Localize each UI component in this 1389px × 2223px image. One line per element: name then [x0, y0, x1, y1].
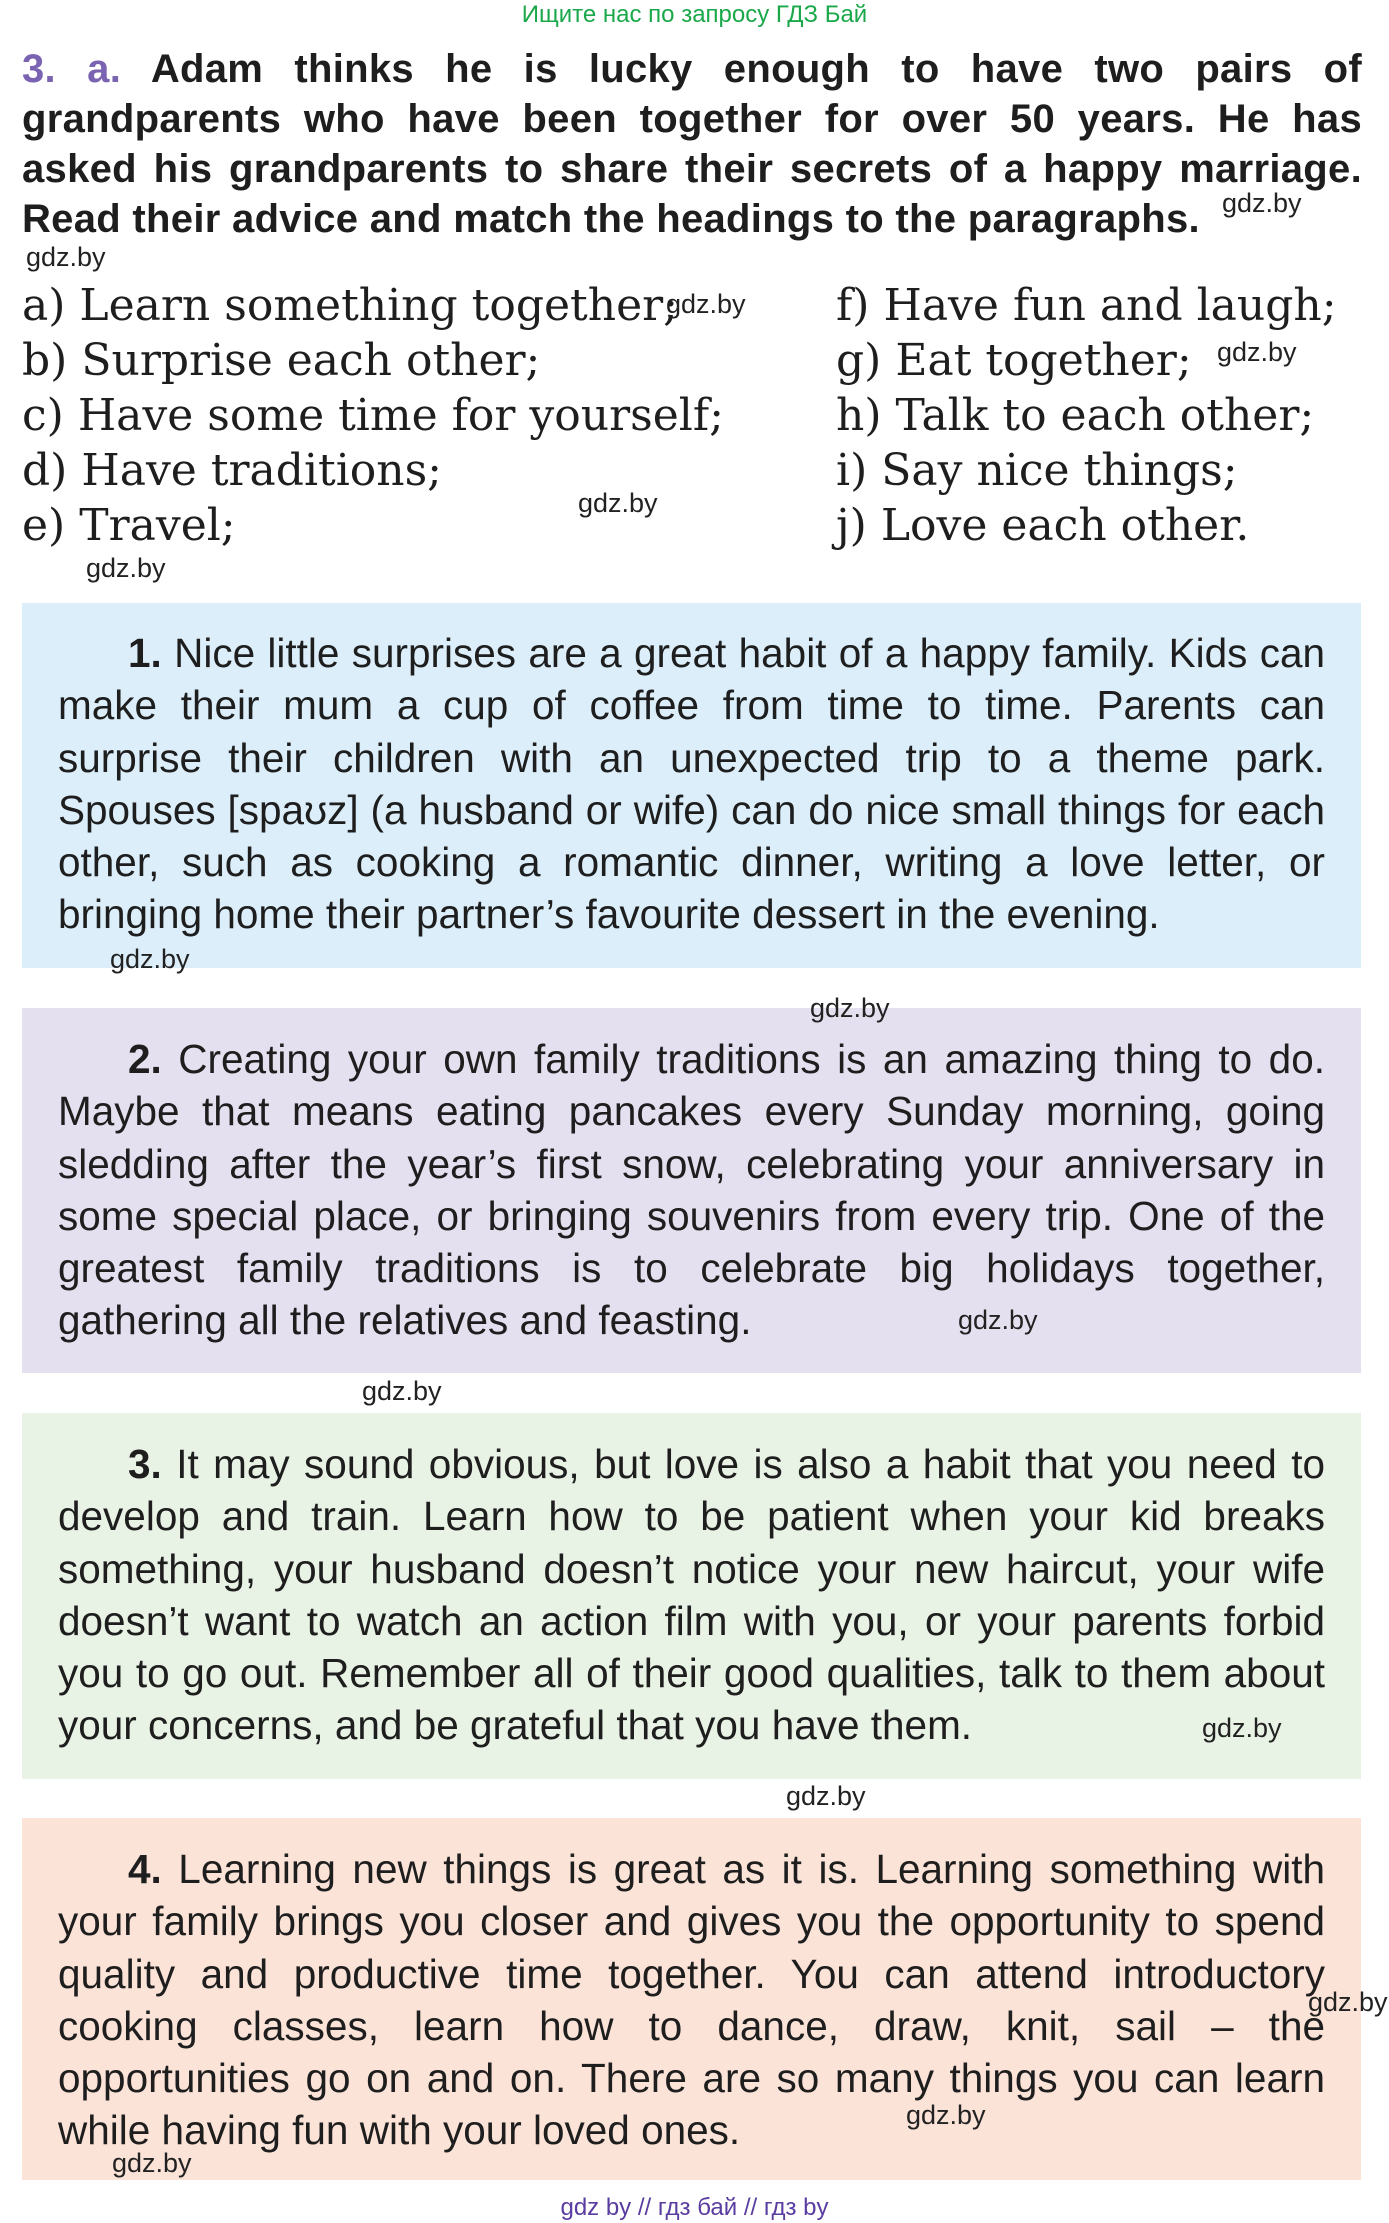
heading-option-i [836, 443, 1376, 498]
paragraph-text: Nice little surprises are a great habit of a happy family. Kids can make their mum a cup of coffee from time to time. Parents can surprise their children with an unexpected trip to a theme park. Spouses [spaʊz] (a husband or wife) can do nice small things for each other, such as cooking a romantic dinner, writing a love letter, or bringing home their partner’s favourite dessert in the evening. [58, 630, 1325, 938]
footer-links: gdz by // гдз бай // гдз by [560, 2194, 829, 2221]
heading-text: Love each other. [880, 500, 1250, 551]
heading-option-b [22, 333, 822, 388]
paragraph-box-4 [22, 1818, 1361, 2180]
heading-text: Say nice things; [881, 445, 1238, 496]
watermark: gdz.by [666, 289, 746, 319]
paragraph-text: Learning new things is great as it is. Learning something with your family brings you closer and gives you the opportunity to spend quality and productive time together. You can attend introductory cooking classes, learn how to dance, draw, knit, sail – the opportunities go on and on. There are so many things you can learn while having fun with your loved ones. [58, 1846, 1325, 2154]
heading-text: Eat together; [895, 335, 1192, 386]
heading-letter: e) [22, 500, 66, 551]
heading-letter: f) [836, 280, 870, 331]
heading-option-c [22, 388, 822, 443]
heading-option-f [836, 278, 1376, 333]
paragraph-3 [58, 1438, 1325, 1752]
heading-letter: i) [836, 445, 868, 496]
heading-text: Travel; [79, 500, 236, 551]
paragraph-text: Creating your own family traditions is an amazing thing to do. Maybe that means eating pancakes every Sunday morning, going sledding after the year’s first snow, celebrating your anniversary in some special place, or bringing souvenirs from every trip. One of the greatest family traditions is to celebrate big holidays together, gathering all the relatives and feasting. [58, 1036, 1325, 1344]
watermark: gdz.by [110, 944, 190, 974]
paragraph-box-2 [22, 1008, 1361, 1373]
watermark: gdz.by [1217, 337, 1297, 367]
task-instructions [22, 44, 1362, 244]
paragraph-number: 3. [128, 1441, 162, 1487]
watermark: gdz.by [578, 488, 658, 518]
paragraph-2 [58, 1033, 1325, 1347]
paragraph-number: 1. [128, 630, 162, 676]
heading-text: Have some time for yourself; [77, 390, 724, 441]
heading-letter: d) [22, 445, 68, 496]
watermark: gdz.by [1222, 188, 1302, 218]
headings-column-right [836, 278, 1376, 553]
watermark: gdz.by [112, 2148, 192, 2178]
heading-option-h [836, 388, 1376, 443]
paragraph-1 [58, 627, 1325, 941]
watermark: gdz.by [1308, 1987, 1388, 2017]
watermark: gdz.by [362, 1376, 442, 1406]
heading-letter: b) [22, 335, 68, 386]
heading-letter: g) [836, 335, 882, 386]
heading-letter: h) [836, 390, 882, 441]
watermark: gdz.by [958, 1305, 1038, 1335]
heading-text: Have fun and laugh; [883, 280, 1337, 331]
heading-text: Talk to each other; [895, 390, 1315, 441]
watermark: gdz.by [1202, 1713, 1282, 1743]
paragraph-box-1 [22, 603, 1361, 968]
paragraph-text: It may sound obvious, but love is also a habit that you need to develop and train. Learn how to be patient when your kid breaks something, your husband doesn’t notice your new haircut, your wife doesn’t want to watch an action film with you, or your parents forbid you to go out. Remember all of their good qualities, talk to them about your concerns, and be grateful that you have them. [58, 1441, 1325, 1749]
heading-text: Learn something together; [79, 280, 678, 331]
heading-option-j [836, 498, 1376, 553]
watermark: gdz.by [810, 993, 890, 1023]
heading-text: Have traditions; [81, 445, 443, 496]
paragraph-number: 2. [128, 1036, 162, 1082]
task-text: Adam thinks he is lucky enough to have two pairs of grandparents who have been together for over 50 years. He has asked his grandparents to share their secrets of a happy marriage. Read their advice and match the headings to the paragraphs. [22, 47, 1362, 241]
watermark: gdz.by [786, 1781, 866, 1811]
heading-letter: a) [22, 280, 66, 331]
heading-text: Surprise each other; [81, 335, 541, 386]
heading-option-e [22, 498, 822, 553]
paragraph-number: 4. [128, 1846, 162, 1892]
paragraph-4 [58, 1843, 1325, 2157]
watermark: gdz.by [26, 242, 106, 272]
paragraph-box-3 [22, 1413, 1361, 1779]
heading-letter: c) [22, 390, 64, 441]
heading-option-d [22, 443, 822, 498]
task-number: 3. a. [22, 47, 122, 91]
heading-letter: j) [836, 500, 867, 551]
watermark: gdz.by [86, 553, 166, 583]
search-hint-banner: Ищите нас по запросу ГДЗ Бай [521, 1, 868, 28]
watermark: gdz.by [906, 2100, 986, 2130]
